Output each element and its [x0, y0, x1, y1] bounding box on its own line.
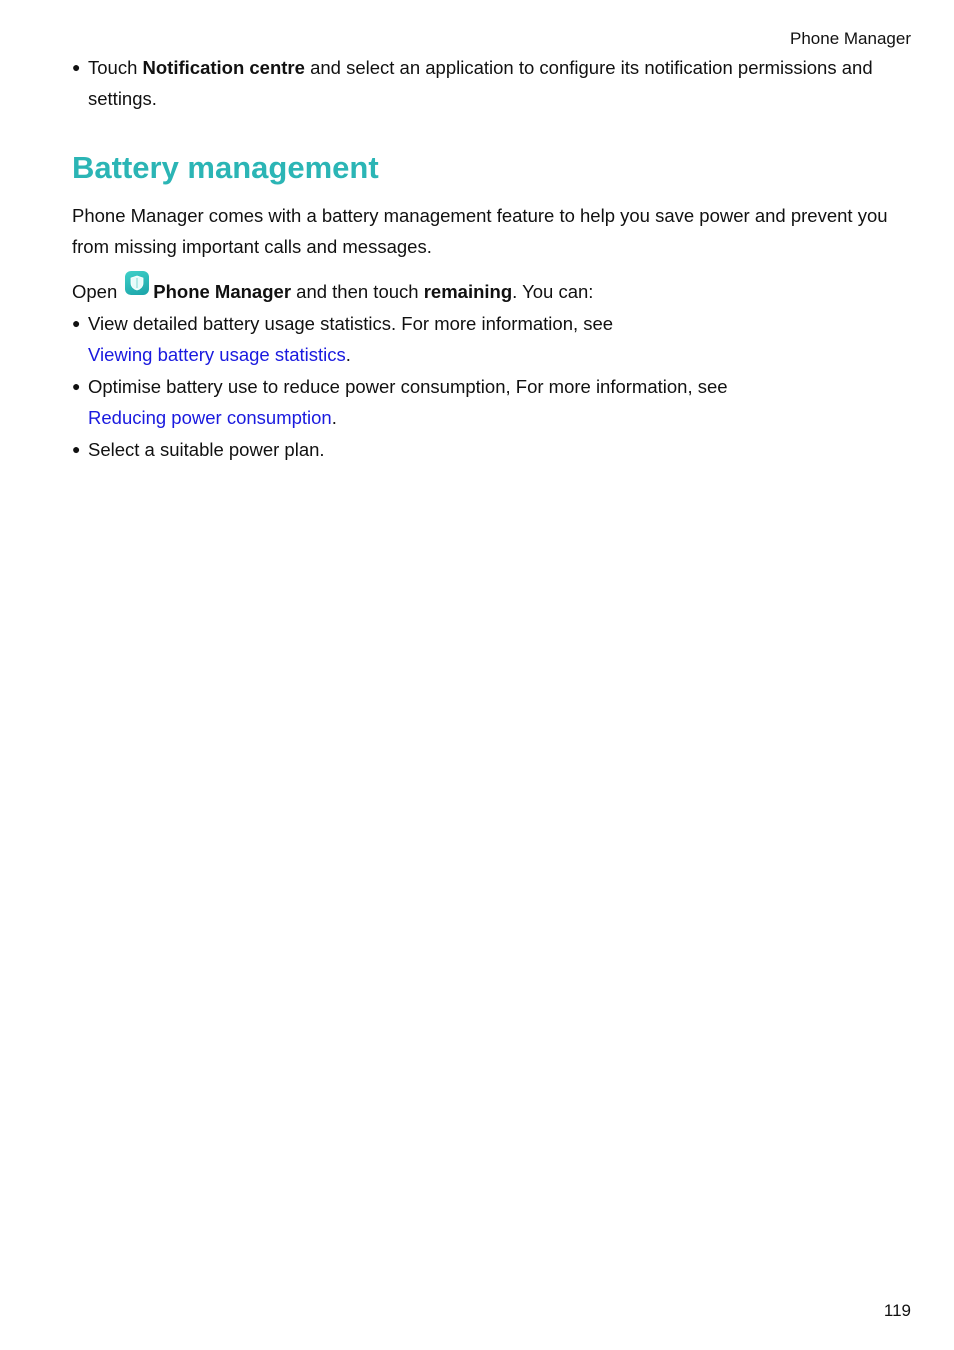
open-prefix: Open: [72, 281, 118, 302]
running-header: Phone Manager: [790, 29, 911, 48]
bullet-dot: ●: [72, 315, 81, 331]
open-middle: and then touch: [291, 281, 424, 302]
intro-prefix: Touch: [88, 57, 143, 78]
shield-icon: [125, 271, 149, 295]
bullet-dot: ●: [72, 378, 81, 394]
bullet-text: Select a suitable power plan.: [88, 439, 325, 460]
list-item: [72, 308, 902, 370]
intro-suffix: and select an application to configure its notification permissions and settings.: [88, 57, 873, 109]
bullet-text: Optimise battery use to reduce power consumption, For more information, see: [88, 376, 728, 397]
phone-manager-label: Phone Manager: [153, 281, 292, 302]
page-content: [72, 52, 902, 465]
intro-bullet: [72, 52, 902, 114]
reducing-power-consumption-link[interactable]: Reducing power consumption: [88, 407, 332, 428]
notification-centre-label: Notification centre: [142, 57, 305, 78]
bullet-dot: ●: [72, 59, 81, 75]
bullet-end: .: [331, 407, 337, 428]
bullet-text: View detailed battery usage statistics. For more information, see: [88, 313, 614, 334]
section-heading: Battery management: [72, 150, 379, 185]
list-item: [72, 371, 902, 433]
viewing-battery-usage-link[interactable]: Viewing battery usage statistics: [88, 344, 346, 365]
open-instruction: [72, 276, 902, 307]
bullet-dot: ●: [72, 441, 81, 457]
list-item: [72, 434, 902, 465]
bullet-end: .: [345, 344, 351, 365]
open-suffix: . You can:: [512, 281, 594, 302]
page-number: 119: [883, 1301, 911, 1320]
section-description: Phone Manager comes with a battery management feature to help you save power and prevent you from missing important calls and messages.: [72, 205, 888, 257]
remaining-label: remaining: [423, 281, 513, 302]
